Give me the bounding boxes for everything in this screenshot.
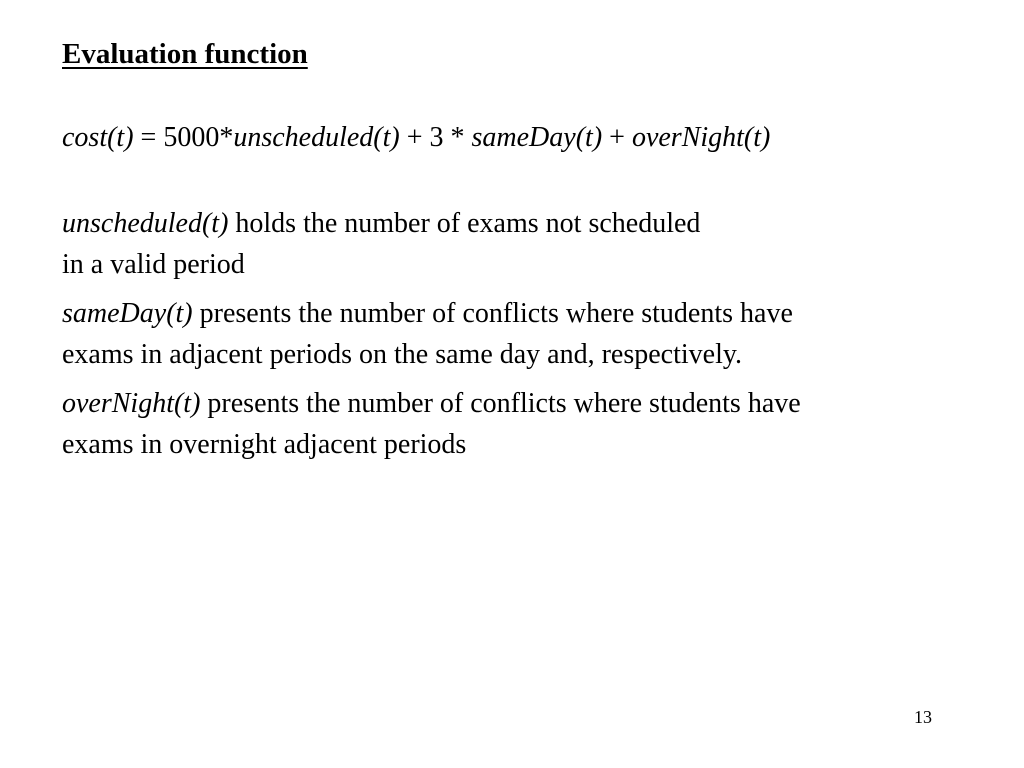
definition-line (62, 383, 982, 424)
definition-unscheduled (62, 203, 982, 285)
definition-term: unscheduled(t) (62, 208, 229, 239)
cost-formula (62, 122, 770, 154)
definitions-list (62, 203, 982, 473)
definition-text: presents the number of conflicts where students have (200, 388, 801, 419)
formula-unscheduled-term: unscheduled(t) (233, 122, 400, 153)
definition-term: sameDay(t) (62, 298, 193, 329)
definition-overnight (62, 383, 982, 465)
definition-continuation: exams in adjacent periods on the same day and, respectively. (62, 339, 743, 370)
formula-overnight-term: overNight(t) (631, 122, 771, 153)
definition-text: presents the number of conflicts where students have (192, 298, 793, 329)
definition-text: holds the number of exams not scheduled (228, 208, 701, 239)
definition-sameday (62, 293, 982, 375)
slide-title: Evaluation function (62, 38, 308, 70)
formula-cost-term: cost(t) (62, 122, 134, 153)
formula-plus: + (602, 122, 632, 153)
definition-continuation: in a valid period (62, 249, 245, 280)
definition-term: overNight(t) (62, 388, 201, 419)
formula-plus-coefficient: + 3 * (399, 122, 472, 153)
definition-line (62, 203, 982, 244)
definition-continuation: exams in overnight adjacent periods (62, 429, 467, 460)
page-number: 13 (914, 707, 932, 727)
formula-equals-coefficient: = 5000* (133, 122, 234, 153)
definition-line (62, 293, 982, 334)
formula-sameday-term: sameDay(t) (471, 122, 603, 153)
